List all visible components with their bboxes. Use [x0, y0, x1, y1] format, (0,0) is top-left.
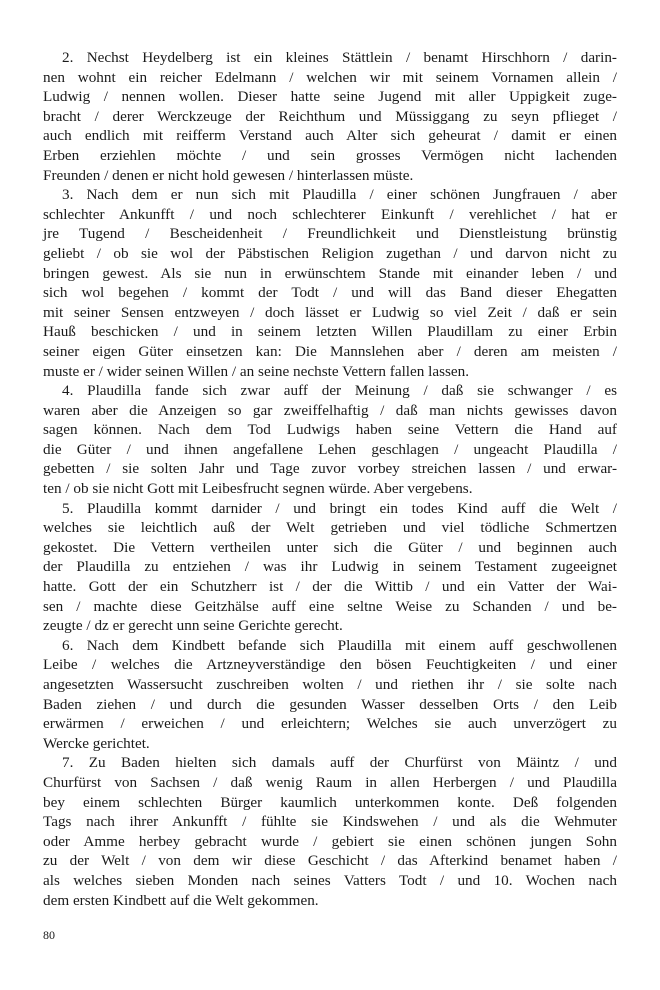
text-line: Hauß beschicken / und in seinem letzten Willen Plaudillam zu einer Erbin [43, 323, 617, 341]
text-line: Erben erziehlen möchte / und sein grosses Vermögen nicht lachenden [43, 146, 617, 164]
text-line: auch endlich mit reifferm Verstand auch Alter sich geheurat / damit er einen [43, 127, 617, 145]
text-line: erwärmen / erweichen / und erleichtern; Welches sie auch unverzögert zu [43, 715, 617, 733]
text-line: schlechter Ankunfft / und noch schlechterer Einkunft / verehlichet / hat er [43, 205, 617, 223]
text-line: zeugte / dz er gerecht unn seine Gerichte gerecht. [43, 617, 343, 635]
text-line: angesetzten Wassersucht zuschreiben wolten / und riethen ihr / sie solte nach [43, 676, 617, 693]
text-line: bey einem schlechten Bürger kaumlich unterkommen konte. Deß folgenden [43, 793, 617, 811]
paragraph-5 [43, 499, 617, 636]
text-line: 5. Plaudilla kommt darnider / und bringt ein todes Kind auff die Welt / [62, 499, 617, 517]
text-line: sich wol begehen / kommt der Todt / und will das Band dieser Ehegatten [43, 284, 617, 302]
text-line: Ludwig / nennen wollen. Dieser hatte seine Jugend mit aller Uppigkeit zuge- [43, 88, 617, 106]
text-line: Leibe / welches die Artzneyverständige den bösen Feuchtigkeiten / und einer [43, 656, 617, 674]
text-line: sagen können. Nach dem Tod Ludwigs haben seine Vettern die Hand auf [43, 421, 617, 439]
text-line: nen wohnt ein reicher Edelmann / welchen wir mit seinem Vornamen allein / [43, 68, 617, 86]
text-line: jre Tugend / Bescheidenheit / Freundlichkeit und Dienstleistung brünstig [43, 225, 617, 243]
text-line: 7. Zu Baden hielten sich damals auff der Churfürst von Mäintz / und [62, 754, 617, 772]
text-line: bracht / derer Werckzeuge der Reichthum und Müssiggang zu seyn pflieget / [43, 107, 617, 125]
text-line: gekostet. Die Vettern vertheilen unter sich die Güter / und beginnen auch [43, 538, 617, 556]
text-line: Wercke gerichtet. [43, 734, 150, 752]
text-line: 3. Nach dem er nun sich mit Plaudilla / einer schönen Jungfrauen / aber [62, 186, 617, 204]
text-line: Churfürst von Sachsen / daß wenig Raum in allen Herbergen / und Plaudilla [43, 773, 617, 791]
text-line: Baden ziehen / und durch die gesunden Wasser desselben Orts / den Leib [43, 695, 617, 713]
text-line: bringen gewest. Als sie nun in erwünschtem Stande mit einander leben / und [43, 264, 617, 282]
text-line: 2. Nechst Heydelberg ist ein kleines Stättlein / benamt Hirschhorn / darin- [62, 49, 617, 66]
page-body [43, 48, 617, 910]
text-line: muste er / wider seinen Willen / an seine nechste Vettern fallen lassen. [43, 362, 470, 380]
paragraph-3 [43, 185, 617, 381]
text-line: 4. Plaudilla fande sich zwar auff der Meinung / daß sie schwanger / es [62, 382, 617, 400]
page-number: 80 [43, 928, 55, 942]
paragraph-6 [43, 636, 617, 754]
text-line: geliebt / ob sie wol der Päbstischen Religion zugethan / und darvon nicht zu [43, 244, 617, 262]
text-line: sen / machte diese Geitzhälse auff eine seltne Weise zu Schanden / und be- [43, 597, 617, 615]
text-line: waren aber die Anzeigen so gar zweiffelhaftig / daß man nichts gewisses davon [43, 401, 617, 419]
text-line: ten / ob sie nicht Gott mit Leibesfrucht segnen würde. Aber vergebens. [43, 480, 473, 498]
text-line: hatte. Gott der ein Schutzherr ist / der die Wittib / und ein Vatter der Wai- [43, 578, 617, 596]
text-line: die Güter / und ihnen angefallene Lehen geschlagen / ungeacht Plaudilla / [43, 440, 617, 458]
text-line: als welches sieben Monden nach seines Vatters Todt / und 10. Wochen nach [43, 871, 617, 889]
text-line: der Plaudilla zu entziehen / was ihr Ludwig in seinem Testament zugeeignet [43, 558, 617, 576]
text-line: mit seiner Sensen entzweyen / doch lässet er Ludwig so viel Zeit / daß er sein [43, 303, 617, 321]
paragraph-7 [43, 753, 617, 910]
paragraph-2 [43, 48, 617, 185]
paragraph-4 [43, 381, 617, 499]
text-line: dem ersten Kindbett auf die Welt gekommen. [43, 891, 319, 909]
text-line: Tags nach ihrer Ankunfft / fühlte sie Kindswehen / und als die Wehmuter [43, 813, 617, 831]
text-line: welches sie leichtlich auß der Welt getrieben und viel tödliche Schmertzen [43, 519, 617, 537]
text-line: zu der Welt / von dem wir diese Geschicht / das Afterkind benamet haben / [43, 852, 617, 870]
text-line: Freunden / denen er nicht hold gewesen / hinterlassen müste. [43, 166, 414, 184]
text-line: gebetten / sie solten Jahr und Tage zuvor vorbey streichen lassen / und erwar- [43, 460, 617, 478]
text-line: seiner eigen Güter einsetzen kan: Die Mannslehen aber / deren am meisten / [43, 342, 617, 360]
text-line: 6. Nach dem Kindbett befande sich Plaudilla mit einem auff geschwollenen [62, 636, 617, 654]
text-line: oder Amme herbey gebracht wurde / gebiert sie einen schönen jungen Sohn [43, 832, 617, 850]
